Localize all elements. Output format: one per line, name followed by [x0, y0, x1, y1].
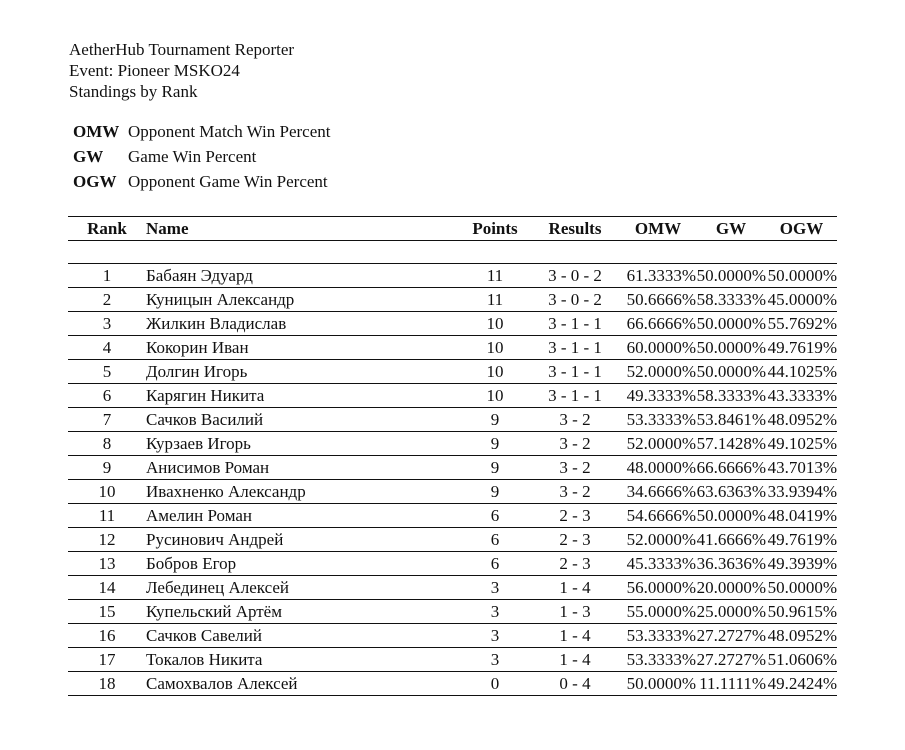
cell-rank: 6: [68, 384, 146, 408]
cell-ogw: 50.0000%: [766, 576, 837, 600]
cell-ogw: 50.9615%: [766, 600, 837, 624]
cell-points: 3: [460, 576, 530, 600]
cell-gw: 66.6666%: [696, 456, 766, 480]
column-header-gw: GW: [696, 217, 766, 241]
cell-gw: 50.0000%: [696, 360, 766, 384]
cell-results: 3 - 1 - 1: [530, 384, 620, 408]
cell-gw: 50.0000%: [696, 336, 766, 360]
table-row: [68, 384, 837, 408]
table-row: [68, 672, 837, 696]
legend-row-omw: [73, 121, 330, 146]
cell-rank: 2: [68, 288, 146, 312]
cell-results: 1 - 4: [530, 624, 620, 648]
cell-results: 3 - 2: [530, 456, 620, 480]
cell-gw: 58.3333%: [696, 384, 766, 408]
cell-ogw: 45.0000%: [766, 288, 837, 312]
cell-omw: 61.3333%: [620, 264, 696, 288]
reporter-title: AetherHub Tournament Reporter: [69, 40, 295, 59]
cell-points: 3: [460, 624, 530, 648]
table-row: [68, 480, 837, 504]
cell-omw: 66.6666%: [620, 312, 696, 336]
table-row: [68, 552, 837, 576]
cell-rank: 14: [68, 576, 146, 600]
cell-omw: 60.0000%: [620, 336, 696, 360]
cell-points: 10: [460, 312, 530, 336]
cell-ogw: 33.9394%: [766, 480, 837, 504]
table-row: [68, 288, 837, 312]
cell-name: Русинович Андрей: [146, 528, 460, 552]
cell-results: 1 - 4: [530, 576, 620, 600]
cell-name: Токалов Никита: [146, 648, 460, 672]
cell-rank: 1: [68, 264, 146, 288]
cell-gw: 50.0000%: [696, 264, 766, 288]
table-row: [68, 600, 837, 624]
cell-omw: 55.0000%: [620, 600, 696, 624]
cell-omw: 45.3333%: [620, 552, 696, 576]
cell-name: Амелин Роман: [146, 504, 460, 528]
cell-omw: 53.3333%: [620, 648, 696, 672]
cell-rank: 8: [68, 432, 146, 456]
cell-gw: 63.6363%: [696, 480, 766, 504]
report-header: [69, 39, 294, 102]
table-row: [68, 312, 837, 336]
cell-omw: 50.6666%: [620, 288, 696, 312]
cell-points: 6: [460, 504, 530, 528]
cell-ogw: 49.7619%: [766, 336, 837, 360]
cell-name: Сачков Савелий: [146, 624, 460, 648]
cell-rank: 5: [68, 360, 146, 384]
table-row: [68, 624, 837, 648]
cell-results: 3 - 1 - 1: [530, 312, 620, 336]
cell-rank: 15: [68, 600, 146, 624]
cell-points: 6: [460, 552, 530, 576]
table-row: [68, 336, 837, 360]
cell-results: 1 - 4: [530, 648, 620, 672]
cell-gw: 53.8461%: [696, 408, 766, 432]
standings-title: Standings by Rank: [69, 82, 198, 101]
standings-body: [68, 241, 837, 696]
table-row: [68, 456, 837, 480]
cell-name: Купельский Артём: [146, 600, 460, 624]
cell-omw: 56.0000%: [620, 576, 696, 600]
cell-gw: 27.2727%: [696, 648, 766, 672]
table-row: [68, 432, 837, 456]
table-row: [68, 648, 837, 672]
table-header-row: [68, 217, 837, 241]
cell-rank: 7: [68, 408, 146, 432]
cell-gw: 27.2727%: [696, 624, 766, 648]
cell-points: 9: [460, 456, 530, 480]
cell-points: 9: [460, 432, 530, 456]
cell-name: Долгин Игорь: [146, 360, 460, 384]
cell-omw: 54.6666%: [620, 504, 696, 528]
cell-points: 3: [460, 600, 530, 624]
cell-ogw: 44.1025%: [766, 360, 837, 384]
legend-row-ogw: [73, 171, 330, 196]
legend: [73, 121, 330, 196]
cell-points: 11: [460, 288, 530, 312]
legend-abbr: OMW: [73, 122, 120, 141]
cell-ogw: 55.7692%: [766, 312, 837, 336]
cell-gw: 50.0000%: [696, 312, 766, 336]
cell-omw: 48.0000%: [620, 456, 696, 480]
cell-omw: 52.0000%: [620, 360, 696, 384]
column-header-rank: Rank: [68, 217, 146, 241]
cell-ogw: 49.7619%: [766, 528, 837, 552]
cell-omw: 50.0000%: [620, 672, 696, 696]
cell-omw: 34.6666%: [620, 480, 696, 504]
cell-ogw: 48.0952%: [766, 408, 837, 432]
cell-name: Карягин Никита: [146, 384, 460, 408]
cell-results: 3 - 1 - 1: [530, 336, 620, 360]
table-row: [68, 504, 837, 528]
cell-name: Самохвалов Алексей: [146, 672, 460, 696]
cell-name: Бабаян Эдуард: [146, 264, 460, 288]
table-row: [68, 408, 837, 432]
cell-rank: 4: [68, 336, 146, 360]
column-header-points: Points: [460, 217, 530, 241]
cell-name: Ивахненко Александр: [146, 480, 460, 504]
cell-results: 3 - 2: [530, 480, 620, 504]
cell-rank: 3: [68, 312, 146, 336]
cell-rank: 12: [68, 528, 146, 552]
legend-row-gw: [73, 146, 330, 171]
cell-rank: 11: [68, 504, 146, 528]
cell-results: 2 - 3: [530, 552, 620, 576]
cell-name: Куницын Александр: [146, 288, 460, 312]
legend-abbr: GW: [73, 147, 104, 166]
cell-points: 10: [460, 384, 530, 408]
column-header-omw: OMW: [620, 217, 696, 241]
cell-name: Жилкин Владислав: [146, 312, 460, 336]
cell-name: Бобров Егор: [146, 552, 460, 576]
cell-ogw: 43.3333%: [766, 384, 837, 408]
legend-desc: Opponent Game Win Percent: [128, 172, 328, 191]
cell-points: 6: [460, 528, 530, 552]
cell-ogw: 48.0952%: [766, 624, 837, 648]
cell-name: Кокорин Иван: [146, 336, 460, 360]
cell-ogw: 49.3939%: [766, 552, 837, 576]
cell-points: 10: [460, 336, 530, 360]
table-row: [68, 264, 837, 288]
cell-name: Сачков Василий: [146, 408, 460, 432]
cell-omw: 53.3333%: [620, 624, 696, 648]
legend-abbr: OGW: [73, 172, 117, 191]
cell-ogw: 51.0606%: [766, 648, 837, 672]
table-row: [68, 528, 837, 552]
cell-gw: 20.0000%: [696, 576, 766, 600]
cell-omw: 52.0000%: [620, 432, 696, 456]
cell-rank: 13: [68, 552, 146, 576]
cell-rank: 10: [68, 480, 146, 504]
cell-results: 0 - 4: [530, 672, 620, 696]
cell-points: 3: [460, 648, 530, 672]
cell-results: 1 - 3: [530, 600, 620, 624]
cell-gw: 57.1428%: [696, 432, 766, 456]
cell-name: Анисимов Роман: [146, 456, 460, 480]
cell-gw: 36.3636%: [696, 552, 766, 576]
event-name: Event: Pioneer MSKO24: [69, 61, 240, 80]
cell-omw: 49.3333%: [620, 384, 696, 408]
cell-gw: 25.0000%: [696, 600, 766, 624]
cell-name: Курзаев Игорь: [146, 432, 460, 456]
legend-desc: Game Win Percent: [128, 147, 257, 166]
cell-gw: 58.3333%: [696, 288, 766, 312]
cell-gw: 50.0000%: [696, 504, 766, 528]
cell-omw: 53.3333%: [620, 408, 696, 432]
cell-results: 2 - 3: [530, 528, 620, 552]
cell-gw: 41.6666%: [696, 528, 766, 552]
standings-table: [68, 216, 837, 696]
column-header-ogw: OGW: [766, 217, 837, 241]
cell-rank: 18: [68, 672, 146, 696]
column-header-results: Results: [530, 217, 620, 241]
cell-results: 3 - 2: [530, 432, 620, 456]
cell-results: 3 - 0 - 2: [530, 288, 620, 312]
column-header-name: Name: [146, 217, 460, 241]
cell-ogw: 49.1025%: [766, 432, 837, 456]
legend-desc: Opponent Match Win Percent: [128, 122, 331, 141]
cell-rank: 9: [68, 456, 146, 480]
cell-points: 0: [460, 672, 530, 696]
table-row: [68, 576, 837, 600]
cell-points: 9: [460, 480, 530, 504]
table-row: [68, 360, 837, 384]
cell-ogw: 50.0000%: [766, 264, 837, 288]
cell-results: 3 - 1 - 1: [530, 360, 620, 384]
cell-rank: 16: [68, 624, 146, 648]
cell-ogw: 49.2424%: [766, 672, 837, 696]
cell-points: 9: [460, 408, 530, 432]
cell-name: Лебединец Алексей: [146, 576, 460, 600]
cell-results: 3 - 2: [530, 408, 620, 432]
cell-ogw: 48.0419%: [766, 504, 837, 528]
spacer-row: [68, 241, 837, 264]
cell-points: 11: [460, 264, 530, 288]
cell-omw: 52.0000%: [620, 528, 696, 552]
cell-points: 10: [460, 360, 530, 384]
cell-results: 2 - 3: [530, 504, 620, 528]
cell-ogw: 43.7013%: [766, 456, 837, 480]
cell-rank: 17: [68, 648, 146, 672]
cell-results: 3 - 0 - 2: [530, 264, 620, 288]
cell-gw: 11.1111%: [696, 672, 766, 696]
